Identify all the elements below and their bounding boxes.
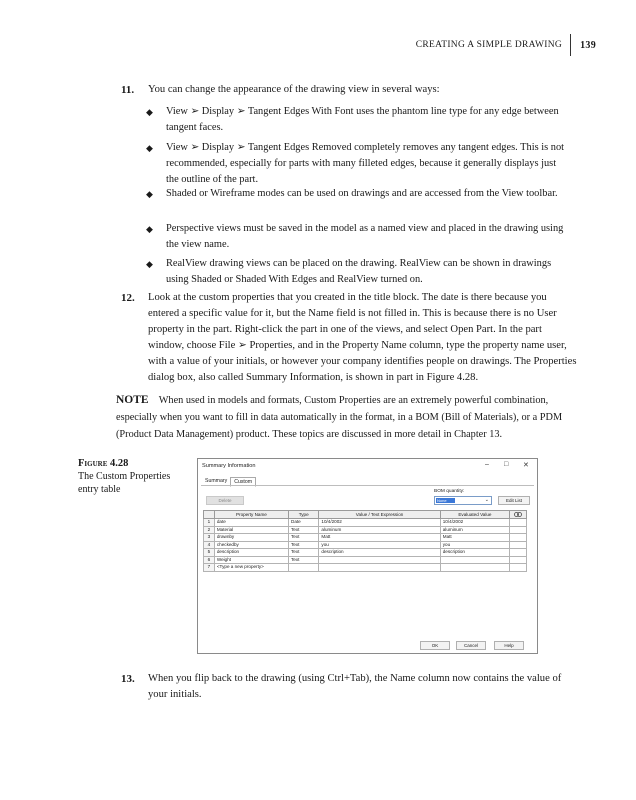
table-row[interactable] bbox=[204, 541, 527, 549]
bullet-icon: ◆ bbox=[146, 189, 153, 199]
link-icon[interactable] bbox=[510, 511, 527, 519]
step-12-text: Look at the custom properties that you created in the title block. The date is there because you entered a specific value for it, but the Name field is not filled in. This is because there is no User property in the part. Right-click the part in one of the views, and select Open Part. In the part window, choose File ➢ Properties, and in the Property Name column, type the property name user, with a value of your initials, or however your company identifies people on drawings. The Properties dialog box, also called Summary Information, is shown in part in Figure 4.28. bbox=[148, 292, 577, 383]
value-cell[interactable]: aluminum bbox=[319, 526, 440, 534]
table-row[interactable] bbox=[204, 564, 527, 572]
header-divider bbox=[570, 34, 571, 56]
tab-summary[interactable]: Summary bbox=[205, 478, 228, 484]
type-cell[interactable]: Text bbox=[289, 549, 319, 557]
bullet-icon: ◆ bbox=[146, 107, 153, 117]
bullet-icon: ◆ bbox=[146, 224, 153, 234]
property-name-cell[interactable]: Material bbox=[214, 526, 288, 534]
note-body bbox=[116, 392, 582, 443]
evaluated-value-cell[interactable]: description bbox=[440, 549, 509, 557]
property-name-cell[interactable]: drawnby bbox=[214, 534, 288, 542]
evaluated-value-cell[interactable]: Matt bbox=[440, 534, 509, 542]
type-cell[interactable]: Date bbox=[289, 519, 319, 527]
step-13-text: When you flip back to the drawing (using Ctrl+Tab), the Name column now contains the value of your initials. bbox=[148, 673, 562, 700]
link-cell bbox=[510, 564, 527, 572]
evaluated-value-cell[interactable] bbox=[440, 564, 509, 572]
column-header-evaluated-value[interactable]: Evaluated Value bbox=[440, 511, 509, 519]
help-button[interactable]: Help bbox=[494, 641, 524, 650]
table-row[interactable] bbox=[204, 519, 527, 527]
link-cell bbox=[510, 526, 527, 534]
delete-button[interactable]: Delete bbox=[206, 496, 244, 505]
evaluated-value-cell[interactable]: you bbox=[440, 541, 509, 549]
evaluated-value-cell[interactable]: aluminum bbox=[440, 526, 509, 534]
note-block bbox=[116, 392, 582, 443]
tab-divider bbox=[201, 485, 534, 486]
minimize-icon[interactable]: – bbox=[485, 461, 489, 468]
bullet-icon: ◆ bbox=[146, 143, 153, 153]
chapter-title: CREATING A SIMPLE DRAWING bbox=[415, 40, 563, 50]
evaluated-value-cell[interactable]: 10/4/2002 bbox=[440, 519, 509, 527]
type-cell[interactable] bbox=[289, 564, 319, 572]
figure-label: Figure 4.28 bbox=[78, 458, 129, 469]
value-cell[interactable] bbox=[319, 556, 440, 564]
value-cell[interactable]: description bbox=[319, 549, 440, 557]
summary-information-dialog bbox=[197, 458, 538, 654]
edit-list-button[interactable]: Edit List bbox=[498, 496, 530, 505]
tab-custom[interactable]: Custom bbox=[230, 477, 256, 487]
link-cell bbox=[510, 519, 527, 527]
row-number: 6 bbox=[204, 556, 215, 564]
type-cell[interactable]: Text bbox=[289, 526, 319, 534]
property-name-cell[interactable]: date bbox=[214, 519, 288, 527]
value-cell[interactable]: Matt bbox=[319, 534, 440, 542]
property-name-cell[interactable]: Weight bbox=[214, 556, 288, 564]
close-icon[interactable]: ✕ bbox=[523, 462, 529, 469]
link-icon-glyph bbox=[514, 512, 522, 517]
page-number: 139 bbox=[580, 39, 596, 51]
custom-properties-table bbox=[203, 510, 527, 572]
step-11-intro: You can change the appearance of the drawing view in several ways: bbox=[148, 84, 440, 95]
type-cell[interactable]: Text bbox=[289, 556, 319, 564]
link-cell bbox=[510, 549, 527, 557]
chevron-down-icon: ⌄ bbox=[484, 497, 489, 503]
table-header-row bbox=[204, 511, 527, 519]
column-header-type[interactable]: Type bbox=[289, 511, 319, 519]
row-number: 7 bbox=[204, 564, 215, 572]
table-row[interactable] bbox=[204, 556, 527, 564]
value-cell[interactable] bbox=[319, 564, 440, 572]
step-13-number: 13. bbox=[121, 673, 135, 685]
link-cell bbox=[510, 556, 527, 564]
running-header bbox=[416, 36, 596, 54]
step-11-bullet-2: View ➢ Display ➢ Tangent Edges Removed completely removes any tangent edges. This is not recommended, especially for parts with many filleted edges, because it generally displays just the outline of the part. bbox=[166, 142, 565, 185]
row-number: 1 bbox=[204, 519, 215, 527]
step-11-bullet-4: Perspective views must be saved in the model as a named view and placed in the drawing using the view name. bbox=[166, 223, 564, 250]
link-cell bbox=[510, 534, 527, 542]
row-number: 4 bbox=[204, 541, 215, 549]
ok-button[interactable]: OK bbox=[420, 641, 450, 650]
column-header-property-name[interactable]: Property Name bbox=[214, 511, 288, 519]
note-label: NOTE bbox=[116, 394, 149, 406]
row-number: 5 bbox=[204, 549, 215, 557]
table-row[interactable] bbox=[204, 526, 527, 534]
link-cell bbox=[510, 541, 527, 549]
property-name-cell[interactable]: <Type a new property> bbox=[214, 564, 288, 572]
value-cell[interactable]: 10/4/2002 bbox=[319, 519, 440, 527]
bom-quantity-select[interactable] bbox=[434, 496, 492, 505]
note-text: When used in models and formats, Custom Properties are an extremely powerful combination, especially when you want to fill in data automatically in the format, in a BOM (Bill of Materials), or a PDM (Product Data Management) product. These topics are discussed in more detail in Chapter 13. bbox=[116, 395, 563, 440]
row-number: 2 bbox=[204, 526, 215, 534]
property-name-cell[interactable]: checkedby bbox=[214, 541, 288, 549]
step-11-bullet-1: View ➢ Display ➢ Tangent Edges With Font uses the phantom line type for any edge between tangent faces. bbox=[166, 106, 559, 133]
step-12-number: 12. bbox=[121, 292, 135, 304]
bom-quantity-value: None bbox=[436, 498, 455, 503]
maximize-icon[interactable]: □ bbox=[504, 461, 509, 468]
value-cell[interactable]: you bbox=[319, 541, 440, 549]
step-11-bullet-5: RealView drawing views can be placed on the drawing. RealView can be shown in drawings using Shaded or Shaded With Edges and RealView turned on. bbox=[166, 258, 552, 285]
bom-quantity-label: BOM quantity: bbox=[434, 489, 465, 494]
table-row[interactable] bbox=[204, 534, 527, 542]
column-header-value[interactable]: Value / Text Expression bbox=[319, 511, 440, 519]
step-11-number: 11. bbox=[121, 84, 135, 96]
figure-caption bbox=[78, 457, 188, 496]
dialog-title: Summary Information bbox=[202, 463, 256, 469]
type-cell[interactable]: Text bbox=[289, 534, 319, 542]
evaluated-value-cell[interactable] bbox=[440, 556, 509, 564]
property-name-cell[interactable]: description bbox=[214, 549, 288, 557]
bullet-icon: ◆ bbox=[146, 259, 153, 269]
cancel-button[interactable]: Cancel bbox=[456, 641, 486, 650]
figure-caption-text: The Custom Properties entry table bbox=[78, 471, 171, 495]
row-number: 3 bbox=[204, 534, 215, 542]
column-header-number bbox=[204, 511, 215, 519]
step-11-bullet-3: Shaded or Wireframe modes can be used on drawings and are accessed from the View toolbar. bbox=[166, 188, 558, 199]
type-cell[interactable]: Text bbox=[289, 541, 319, 549]
table-row[interactable] bbox=[204, 549, 527, 557]
